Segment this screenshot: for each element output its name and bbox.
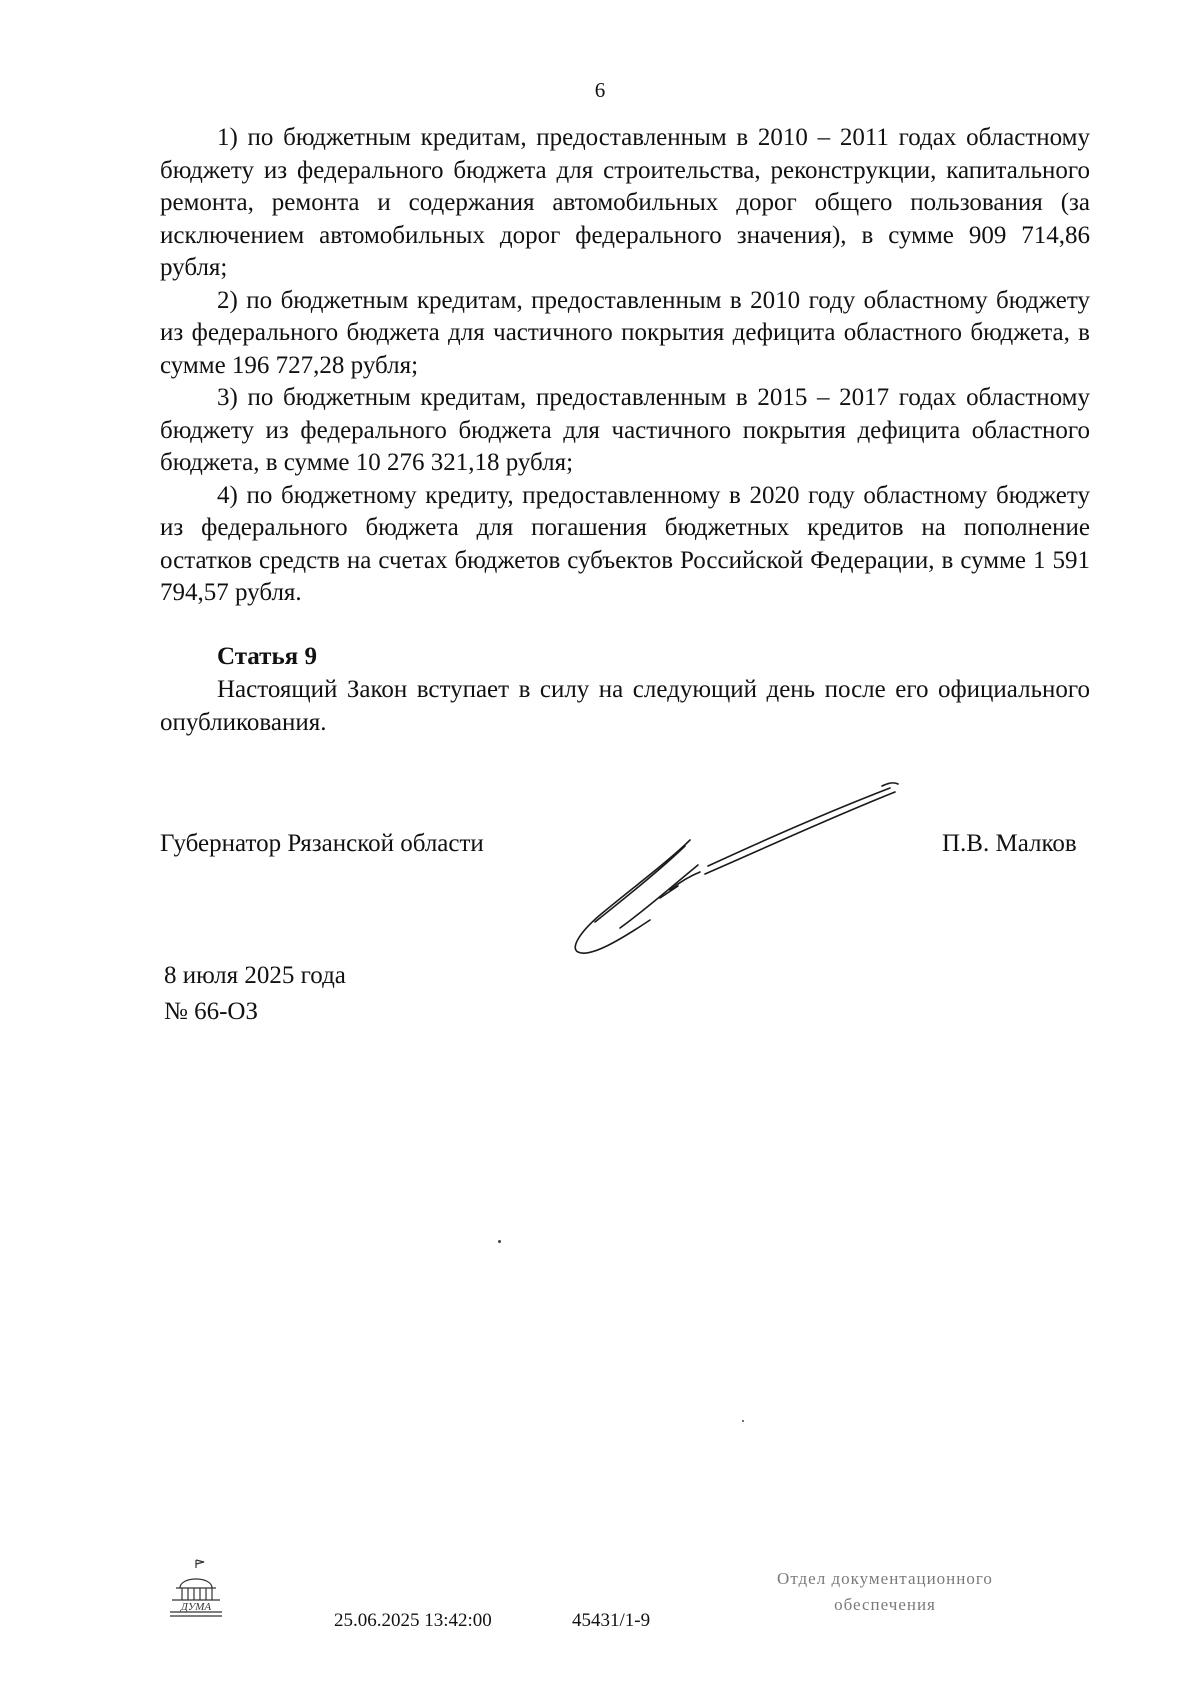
stamp-registration-number: 45431/1-9 [572,1610,651,1631]
paragraph-4: 4) по бюджетному кредиту, предоставленному в 2020 году областному бюджету из федерального бюджета для погашения бюджетных кредитов на пополнение остатков средств на счетах бюджетов субъектов Российской Федерации, в сумме 1 591 794,57 рубля. [160,481,1090,606]
law-body [160,122,1090,610]
article-9 [160,640,1090,739]
paragraph-1: 1) по бюджетным кредитам, предоставленным в 2010 – 2011 годах областному бюджету из федерального бюджета для строительства, реконструкции, капитального ремонта, ремонта и содержания автомобильных дорог общего пользования (за исключением автомобильных дорог федерального значения), в сумме 909 714,86 рубля; [160,124,1090,281]
scan-speck [498,1240,501,1243]
page-number: 6 [594,78,606,102]
paragraph-2: 2) по бюджетным кредитам, предоставленным в 2010 году областному бюджету из федерального бюджета для частичного покрытия дефицита областного бюджета, в сумме 196 727,28 рубля; [160,286,1090,379]
duma-logo-icon [168,1558,228,1618]
department-stamp-line-1: Отдел документационного [777,1569,993,1588]
law-number: № 66-ОЗ [164,998,259,1025]
paragraph-3: 3) по бюджетным кредитам, предоставленным в 2015 – 2017 годах областному бюджету из федерального бюджета для частичного покрытия дефицита областного бюджета, в сумме 10 276 321,18 рубля; [160,384,1090,476]
article-title: Статья 9 [217,643,317,670]
department-stamp-line-2: обеспечения [834,1595,936,1614]
department-stamp [730,1566,1040,1618]
article-text: Настоящий Закон вступает в силу на следующий день после его официального опубликования. [160,676,1090,736]
svg-text:ДУМА: ДУМА [180,1601,212,1613]
stamp-datetime: 25.06.2025 13:42:00 [334,1610,492,1631]
signature-icon [560,770,920,970]
governor-position: Губернатор Рязанской области [160,830,484,857]
scan-speck [742,1420,744,1422]
law-date: 8 июля 2025 года [164,962,346,989]
governor-name: П.В. Малков [942,830,1077,857]
